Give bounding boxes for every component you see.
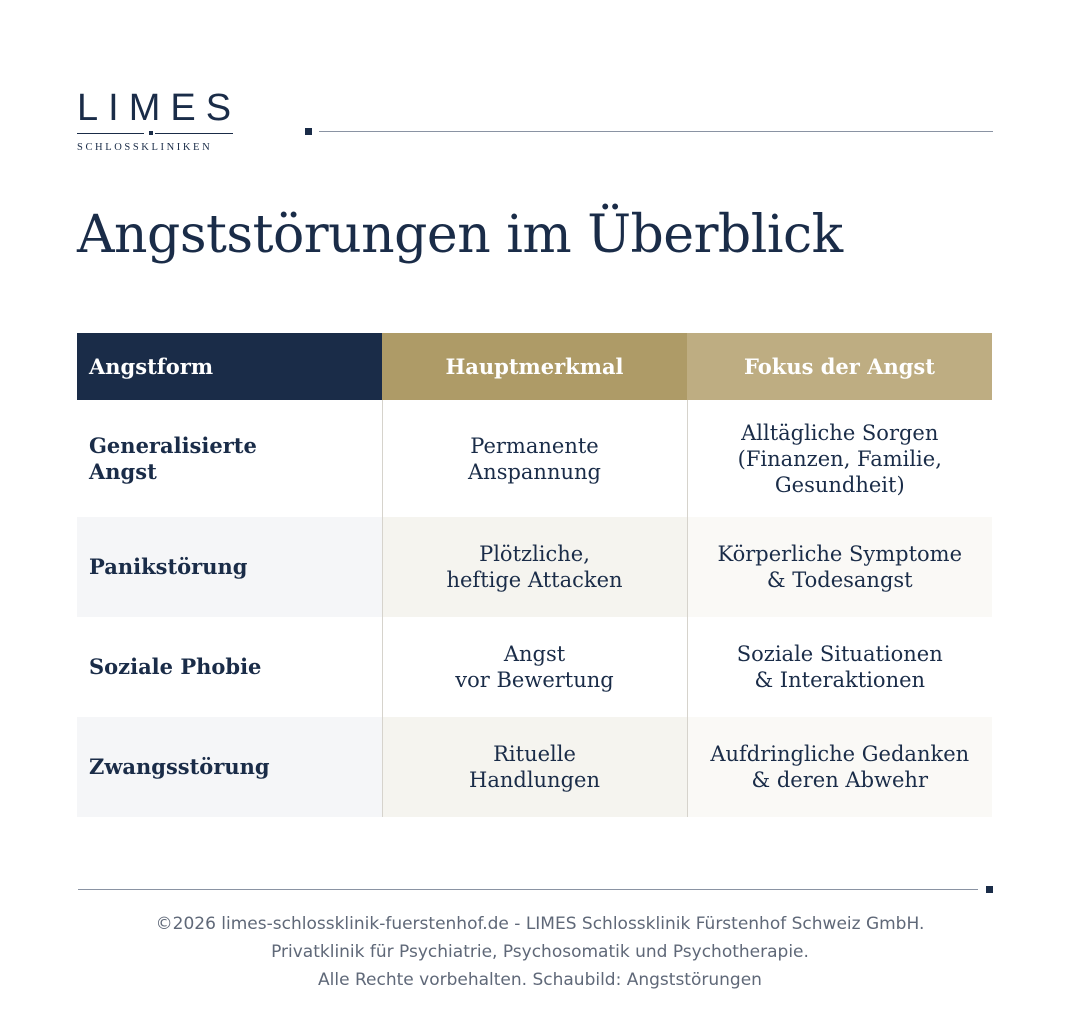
cell-fokus <box>687 617 992 717</box>
cell-text: Soziale Phobie <box>89 654 262 679</box>
cell-text: Zwangsstörung <box>89 754 270 779</box>
footer-rights: Alle Rechte vorbehalten. Schaubild: Angststörungen <box>318 970 762 990</box>
table-row <box>77 517 992 617</box>
cell-fokus <box>687 517 992 617</box>
cell-text: Soziale Situationen & Interaktionen <box>736 642 943 692</box>
logo-rule-left <box>77 133 144 134</box>
header-hauptmerkmal: Hauptmerkmal <box>382 333 687 400</box>
cell-hauptmerkmal <box>382 717 687 817</box>
table-row <box>77 717 992 817</box>
cell-text: Angst vor Bewertung <box>455 642 614 692</box>
table-row <box>77 400 992 517</box>
brand-subtitle: SCHLOSSKLINIKEN <box>77 142 213 153</box>
cell-text: Körperliche Symptome & Todesangst <box>717 542 963 592</box>
footer <box>0 910 1080 994</box>
cell-hauptmerkmal <box>382 617 687 717</box>
logo-rule-right <box>155 133 233 134</box>
cell-fokus <box>687 717 992 817</box>
cell-text: Plötzliche, heftige Attacken <box>446 542 623 592</box>
overview-table <box>77 333 992 817</box>
header-angstform: Angstform <box>77 333 382 400</box>
cell-angstform <box>77 517 382 617</box>
cell-text: Permanente Anspannung <box>468 433 601 484</box>
logo-divider <box>77 130 233 138</box>
cell-text: Rituelle Handlungen <box>469 742 600 792</box>
top-square-marker <box>305 128 312 135</box>
bottom-divider-line <box>78 889 978 890</box>
cell-angstform <box>77 400 382 517</box>
footer-clinic-description: Privatklinik für Psychiatrie, Psychosomatik und Psychotherapie. <box>271 942 809 962</box>
table-header-row <box>77 333 992 400</box>
bottom-square-marker <box>986 886 993 893</box>
cell-text: Panikstörung <box>89 554 248 579</box>
page-title: Angststörungen im Überblick <box>77 205 843 265</box>
footer-copyright: ©2026 limes-schlossklinik-fuerstenhof.de - LIMES Schlossklinik Fürstenhof Schweiz GmbH. <box>155 914 925 934</box>
cell-fokus <box>687 400 992 517</box>
cell-angstform <box>77 717 382 817</box>
brand-logo <box>77 87 242 153</box>
cell-hauptmerkmal <box>382 517 687 617</box>
table-row <box>77 617 992 717</box>
header-fokus: Fokus der Angst <box>687 333 992 400</box>
cell-hauptmerkmal <box>382 400 687 517</box>
brand-name: LIMES <box>77 87 242 129</box>
cell-text: Aufdringliche Gedanken & deren Abwehr <box>710 742 970 792</box>
cell-angstform <box>77 617 382 717</box>
cell-text: Alltägliche Sorgen (Finanzen, Familie, Gesundheit) <box>737 420 942 497</box>
cell-text: Generalisierte Angst <box>89 432 257 484</box>
top-divider-line <box>319 131 993 132</box>
logo-dot <box>149 131 153 135</box>
